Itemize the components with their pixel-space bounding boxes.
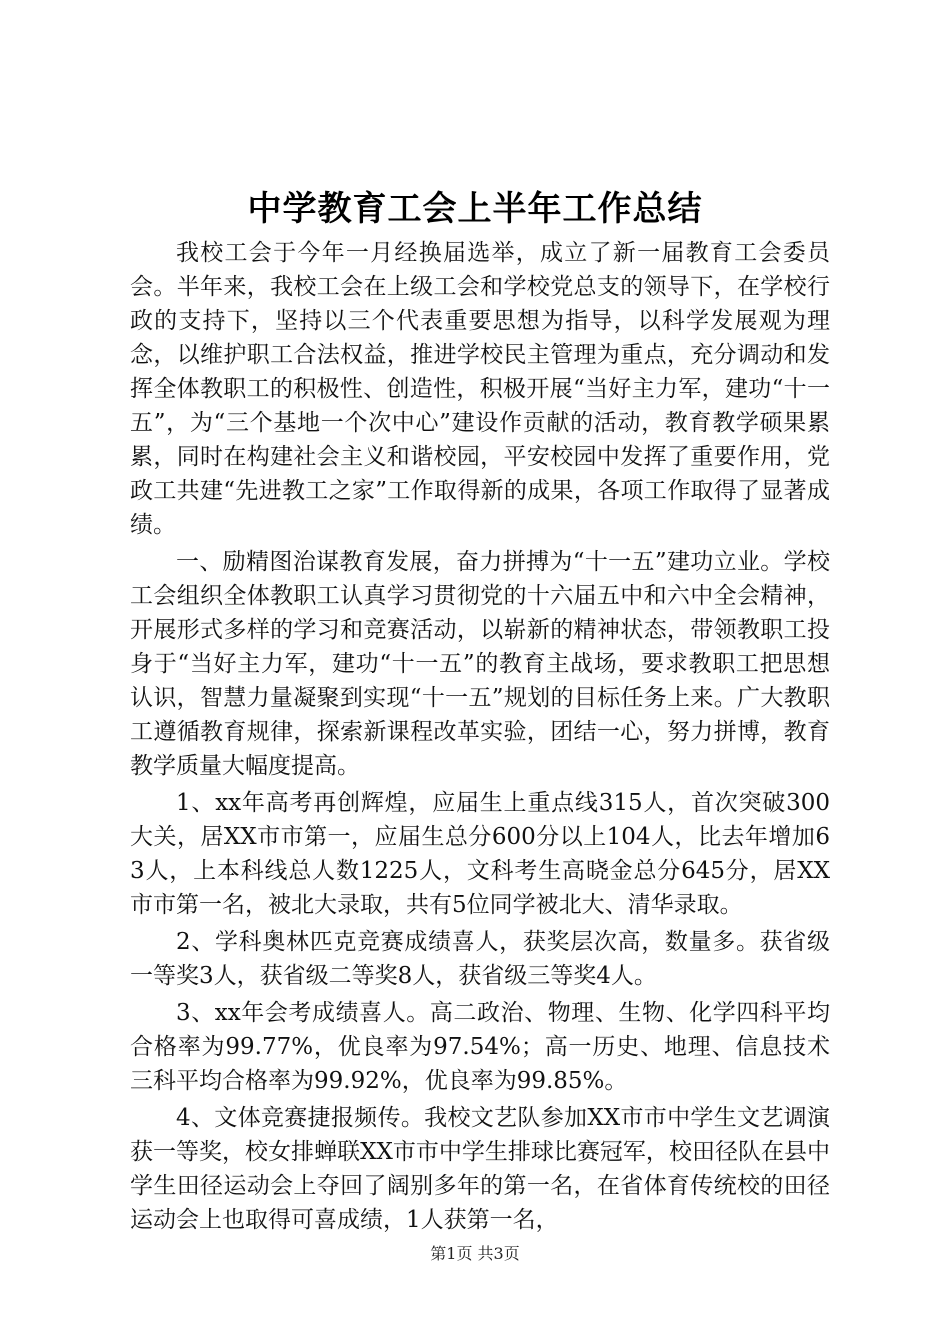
page-number-footer: 第1页 共3页 bbox=[430, 1244, 520, 1263]
document-title: 中学教育工会上半年工作总结 bbox=[247, 189, 703, 229]
paragraph-item-1: 1、xx年高考再创辉煌，应届生上重点线315人，首次突破300大关，居XX市市第一，应届生总分600分以上104人，比去年增加63人，上本科线总人数1225人，文科考生高晓金总分645分，居XX市市第一名，被北大录取，共有5位同学被北大、清华录取。 bbox=[130, 790, 830, 918]
paragraph-item-3: 3、xx年会考成绩喜人。高二政治、物理、生物、化学四科平均合格率为99.77%，优良率为97.54%；高一历史、地理、信息技术三科平均合格率为99.92%，优良率为99.85%。 bbox=[130, 1000, 830, 1094]
paragraph-intro: 我校工会于今年一月经换届选举，成立了新一届教育工会委员会。半年来，我校工会在上级工会和学校党总支的领导下，在学校行政的支持下，坚持以三个代表重要思想为指导，以科学发展观为理念，以维护职工合法权益，推进学校民主管理为重点，充分调动和发挥全体教职工的积极性、创造性，积极开展“当好主力军，建功“十一五”，为“三个基地一个次中心”建设作贡献的活动，教育教学硕果累累，同时在构建社会主义和谐校园，平安校园中发挥了重要作用，党政工共建“先进教工之家”工作取得新的成果，各项工作取得了显著成绩。 bbox=[130, 240, 830, 538]
paragraph-item-4: 4、文体竞赛捷报频传。我校文艺队参加XX市市中学生文艺调演获一等奖，校女排蝉联XX市市中学生排球比赛冠军，校田径队在县中学生田径运动会上夺回了阔别多年的第一名，在省体育传统校的田径运动会上也取得可喜成绩，1人获第一名， bbox=[130, 1105, 830, 1233]
paragraph-section-1: 一、励精图治谋教育发展，奋力拼搏为“十一五”建功立业。学校工会组织全体教职工认真学习贯彻党的十六届五中和六中全会精神，开展形式多样的学习和竞赛活动，以崭新的精神状态，带领教职工投身于“当好主力军，建功“十一五”的教育主战场，要求教职工把思想认识，智慧力量凝聚到实现“十一五”规划的目标任务上来。广大教职工遵循教育规律，探索新课程改革实验，团结一心，努力拼博，教育教学质量大幅度提高。 bbox=[130, 549, 830, 779]
paragraph-item-2: 2、学科奥林匹克竞赛成绩喜人，获奖层次高，数量多。获省级一等奖3人，获省级二等奖8人，获省级三等奖4人。 bbox=[130, 929, 830, 989]
document-body bbox=[130, 236, 830, 1240]
